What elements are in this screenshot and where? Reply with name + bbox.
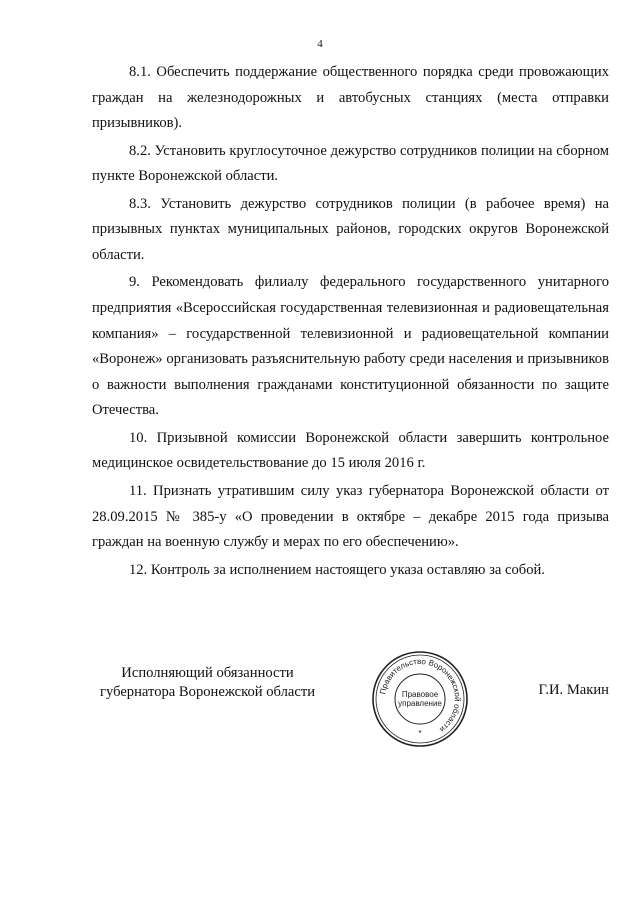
document-body: [92, 60, 609, 585]
paragraph-10: 10. Призывной комиссии Воронежской области завершить контрольное медицинское освидетельствование до 15 июля 2016 г.: [92, 429, 609, 472]
paragraph-12: 12. Контроль за исполнением настоящего указа оставляю за собой.: [129, 561, 545, 578]
signatory-position-line-1: Исполняющий обязанности: [121, 665, 294, 681]
paragraph-8-2: 8.2. Установить круглосуточное дежурство сотрудников полиции на сборном пункте Воронежской области.: [92, 142, 609, 185]
paragraph-8-1: 8.1. Обеспечить поддержание общественного порядка среди провожающих граждан на железнодорожных и автобусных станциях (места отправки призывников).: [92, 64, 609, 132]
signatory-position-line-2: губернатора Воронежской области: [100, 684, 316, 700]
paragraph-11: 11. Признать утратившим силу указ губернатора Воронежской области от 28.09.2015 № 385-у «О проведении в октябре – декабре 2015 года призыва граждан на военную службу и мерах по его обеспечению».: [92, 482, 609, 551]
official-seal-stamp: [370, 649, 470, 749]
paragraph-9: 9. Рекомендовать филиалу федерального государственного унитарного предприятия «Всероссийская государственная телевизионная и радиовещательная компания» – государственной телевизионной и радиовещательной компании «Воронеж» организовать разъяснительную работу среди населения и призывников о важности выполнения гражданами конституционной обязанности по защите Отечества.: [92, 274, 609, 419]
signatory-position: [100, 664, 315, 702]
page-number: 4: [317, 38, 323, 50]
stamp-star: *: [418, 729, 422, 738]
stamp-center-line-2: управление: [398, 699, 442, 708]
signatory-name: Г.И. Макин: [538, 682, 609, 698]
signature-block: [92, 654, 609, 754]
paragraph-8-3: 8.3. Установить дежурство сотрудников полиции (в рабочее время) на призывных пунктах муниципальных районов, городских округов Воронежской области.: [92, 195, 609, 263]
stamp-ring-text: Правительство Воронежской области: [378, 656, 463, 734]
stamp-center-line-1: Правовое: [401, 690, 439, 699]
